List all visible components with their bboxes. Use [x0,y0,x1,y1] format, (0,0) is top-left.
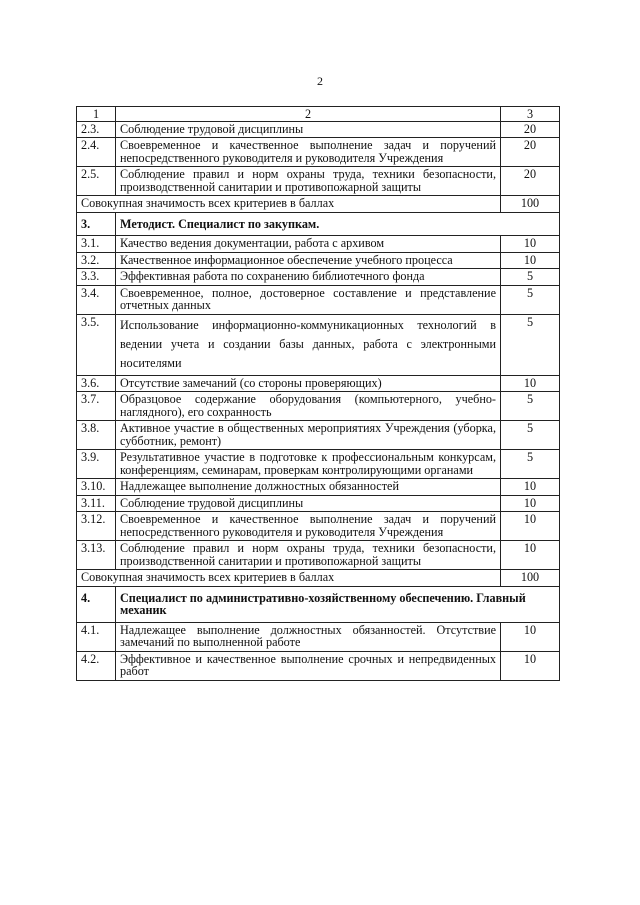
criterion-text: Соблюдение трудовой дисциплины [116,495,501,512]
criterion-row [77,121,560,138]
criterion-number: 3.13. [77,541,116,570]
criterion-text: Эффективная работа по сохранению библиотечного фонда [116,269,501,286]
criterion-number: 2.4. [77,138,116,167]
criterion-text: Надлежащее выполнение должностных обязанностей. Отсутствие замечаний по выполненной работе [116,622,501,651]
criterion-row [77,392,560,421]
criterion-number: 3.3. [77,269,116,286]
criterion-text: Использование информационно-коммуникационных технологий в ведении учета и создании базы данных, работа с электронными носителями [116,314,501,375]
criterion-row [77,622,560,651]
table-header-row [77,107,560,122]
criterion-text: Своевременное и качественное выполнение задач и поручений непосредственного руководителя и руководителя Учреждения [116,512,501,541]
criterion-score: 10 [501,479,560,496]
criteria-table-body [77,107,560,681]
criterion-score: 20 [501,167,560,196]
criterion-text: Результативное участие в подготовке к профессиональным конкурсам, конференциям, семинарам, проверкам контролирующими органами [116,450,501,479]
criterion-number: 3.6. [77,375,116,392]
total-score: 100 [501,196,560,213]
section-row [77,586,560,622]
criterion-row [77,450,560,479]
criterion-number: 3.7. [77,392,116,421]
header-col-1: 1 [77,107,116,122]
criterion-number: 3.10. [77,479,116,496]
criterion-text: Своевременное, полное, достоверное составление и представление отчетных данных [116,285,501,314]
criterion-text: Своевременное и качественное выполнение задач и поручений непосредственного руководителя и руководителя Учреждения [116,138,501,167]
header-col-3: 3 [501,107,560,122]
criterion-score: 20 [501,121,560,138]
total-row [77,196,560,213]
criterion-text: Активное участие в общественных мероприятиях Учреждения (уборка, субботник, ремонт) [116,421,501,450]
criterion-score: 5 [501,450,560,479]
page-number: 2 [317,74,323,88]
criterion-number: 2.5. [77,167,116,196]
criterion-number: 4.1. [77,622,116,651]
criterion-number: 3.1. [77,236,116,253]
criterion-score: 10 [501,495,560,512]
criterion-row [77,269,560,286]
criterion-row [77,479,560,496]
total-row [77,570,560,587]
criterion-score: 10 [501,651,560,680]
criterion-text: Соблюдение правил и норм охраны труда, техники безопасности, производственной санитарии и противопожарной защиты [116,167,501,196]
total-label: Совокупная значимость всех критериев в баллах [77,570,501,587]
criterion-text: Соблюдение трудовой дисциплины [116,121,501,138]
criterion-row [77,252,560,269]
criterion-text: Образцовое содержание оборудования (компьютерного, учебно-наглядного), его сохранность [116,392,501,421]
criterion-text: Соблюдение правил и норм охраны труда, техники безопасности, производственной санитарии и противопожарной защиты [116,541,501,570]
total-score: 100 [501,570,560,587]
criterion-number: 2.3. [77,121,116,138]
criterion-score: 5 [501,421,560,450]
criterion-text: Качество ведения документации, работа с архивом [116,236,501,253]
criterion-row [77,421,560,450]
criterion-number: 3.12. [77,512,116,541]
criterion-score: 10 [501,375,560,392]
criterion-row [77,541,560,570]
criterion-row [77,314,560,375]
criterion-text: Качественное информационное обеспечение учебного процесса [116,252,501,269]
header-col-2: 2 [116,107,501,122]
criterion-score: 10 [501,252,560,269]
total-label: Совокупная значимость всех критериев в баллах [77,196,501,213]
section-row [77,212,560,236]
criterion-number: 4.2. [77,651,116,680]
criterion-number: 3.8. [77,421,116,450]
criterion-text: Отсутствие замечаний (со стороны проверяющих) [116,375,501,392]
criterion-row [77,236,560,253]
criterion-score: 10 [501,512,560,541]
section-title: Методист. Специалист по закупкам. [116,212,560,236]
criterion-score: 20 [501,138,560,167]
criterion-score: 10 [501,622,560,651]
criterion-number: 3.11. [77,495,116,512]
criterion-score: 5 [501,314,560,375]
criterion-score: 5 [501,392,560,421]
criterion-number: 3.4. [77,285,116,314]
criterion-text: Эффективное и качественное выполнение срочных и непредвиденных работ [116,651,501,680]
section-number: 3. [77,212,116,236]
criterion-row [77,285,560,314]
criteria-table [76,106,560,681]
criterion-score: 5 [501,285,560,314]
criterion-score: 5 [501,269,560,286]
criterion-row [77,512,560,541]
section-title: Специалист по административно-хозяйственному обеспечению. Главный механик [116,586,560,622]
criterion-number: 3.5. [77,314,116,375]
criterion-score: 10 [501,236,560,253]
criterion-score: 10 [501,541,560,570]
criterion-number: 3.9. [77,450,116,479]
criterion-number: 3.2. [77,252,116,269]
section-number: 4. [77,586,116,622]
criterion-text: Надлежащее выполнение должностных обязанностей [116,479,501,496]
criterion-row [77,138,560,167]
criterion-row [77,495,560,512]
criterion-row [77,651,560,680]
criterion-row [77,167,560,196]
criterion-row [77,375,560,392]
